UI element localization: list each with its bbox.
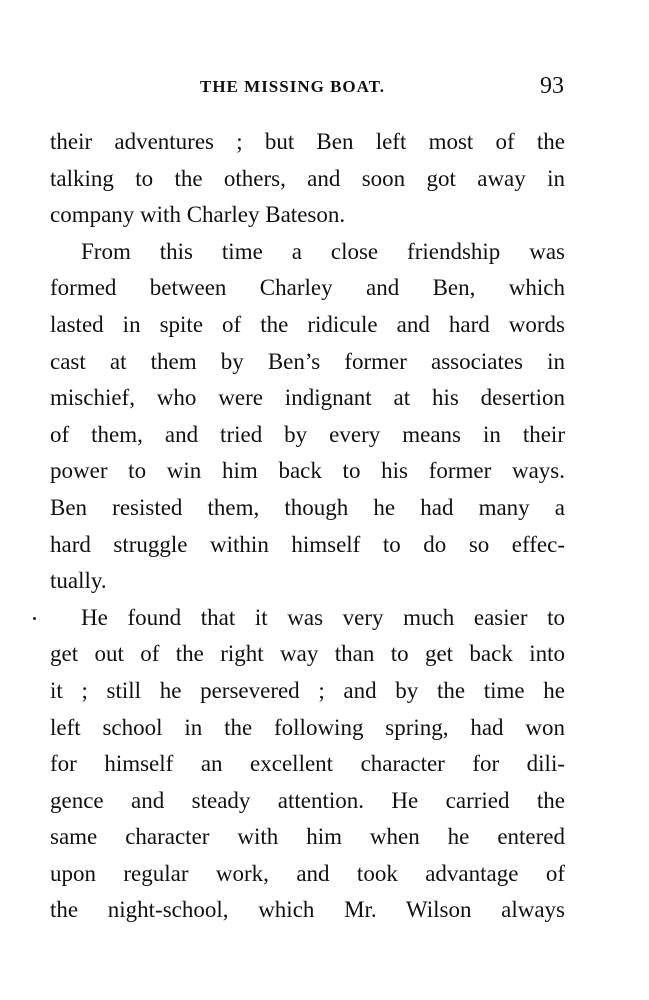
text-line: their adventures ; but Ben left most of the: [50, 129, 565, 154]
text-line: power to win him back to his former ways.: [50, 458, 565, 484]
text-line: same character with him when he entered: [50, 824, 565, 850]
text-line: the night-school, which Mr. Wilson always: [50, 897, 565, 923]
text-line: for himself an excellent character for dili-: [50, 751, 565, 777]
text-line: get out of the right way than to get back into: [50, 641, 565, 667]
text-line: From this time a close friendship was: [81, 238, 565, 264]
text-line: formed between Charley and Ben, which: [50, 275, 565, 301]
text-line: Ben resisted them, though he had many a: [50, 494, 565, 520]
text-line: upon regular work, and took advantage of: [50, 860, 565, 886]
text-line: He found that it was very much easier to: [81, 604, 565, 630]
text-line: talking to the others, and soon got away in: [50, 165, 565, 191]
text-line: company with Charley Bateson.: [50, 202, 346, 228]
text-line: it ; still he persevered ; and by the time he: [50, 677, 565, 703]
text-line: cast at them by Ben’s former associates in: [50, 348, 565, 374]
running-title: THE MISSING BOAT.: [200, 77, 385, 96]
text-line: hard struggle within himself to do so effec-: [50, 531, 565, 557]
body-text: [50, 124, 565, 929]
page-header: [50, 73, 566, 103]
text-line: lasted in spite of the ridicule and hard words: [50, 311, 565, 337]
text-line: left school in the following spring, had won: [50, 714, 565, 740]
text-line: tually.: [50, 568, 107, 594]
page-number: 93: [540, 73, 564, 99]
text-line: of them, and tried by every means in their: [50, 421, 565, 447]
text-line: mischief, who were indignant at his desertion: [50, 385, 565, 411]
margin-speck: [33, 617, 36, 620]
text-line: gence and steady attention. He carried the: [50, 787, 565, 813]
